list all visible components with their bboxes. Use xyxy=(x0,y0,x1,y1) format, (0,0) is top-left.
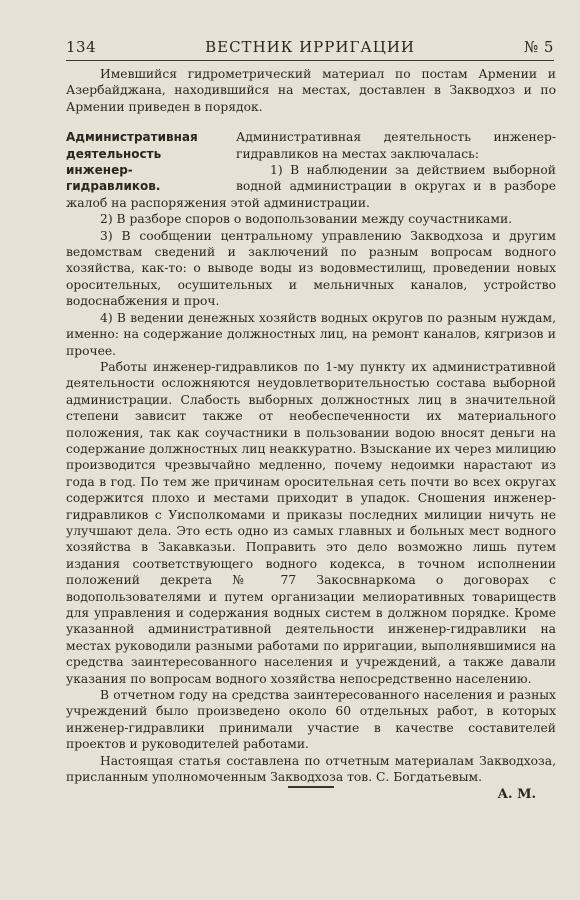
journal-title: ВЕСТНИК ИРРИГАЦИИ xyxy=(205,38,415,56)
list-item: 2) В разборе споров о водопользовании между соучастниками. xyxy=(100,212,513,227)
issue-number: № 5 xyxy=(523,38,554,56)
body-paragraph: Настоящая статья составлена по отчетным материалам Закводхоза, присланным уполномоченным Закводхоза тов. С. Богдатьевым. xyxy=(66,753,556,785)
article-body xyxy=(66,66,556,804)
list-item: 3) В сообщении центральному управлению Закводхоза и другим ведомствам сведений и заключений по разным вопросам водного хозяйства, как-то: о выводе воды из водовместилищ, проведении новых оросительных, осушительных и мельничных каналов, устройство водоснабжения и проч. xyxy=(66,228,556,309)
list-item: 1) В наблюдении за действием выборной водной администрации в округах и в разборе жалоб на распоряжения этой администрации. xyxy=(66,163,556,210)
page-number: 134 xyxy=(66,38,97,56)
author-signature: А. М. xyxy=(497,787,536,803)
end-rule xyxy=(288,786,334,788)
page-header xyxy=(66,28,554,61)
admin-section xyxy=(66,129,556,359)
intro-paragraph: Имевшийся гидрометрический материал по постам Армении и Азербайджана, находившийся на местах, доставлен в Закводхоз и по Армении приведен в порядок. xyxy=(66,67,556,114)
side-heading: Административная деятельность инженер-гидравликов. xyxy=(66,130,198,194)
section-lead: Административная деятельность инженер-гидравликов на местах заключалась: xyxy=(236,130,556,161)
list-item: 4) В ведении денежных хозяйств водных округов по разным нуждам, именно: на содержание должностных лиц, на ремонт каналов, кягризов и прочее. xyxy=(66,310,556,358)
body-paragraph: Работы инженер-гидравликов по 1-му пункту их административной деятельности осложняются неудовлетворительностью состава выборной администрации. Слабость выборных должностных лиц в значительной степени зависит также от необеспеченности их материального положения, так как соучастники в пользовании водою вносят деньги на содержание должностных лиц неаккуратно. Взыскание их через милицию производится чрезвычайно медленно, почему недоимки нарастают из года в год. По тем же причинам оросительная сеть почти во всех округах содержится плохо и местами приходит в упадок. Сношения инженер-гидравликов с Уисполкомами и приказы последних милиции ничуть не улучшают дела. Это есть одно из самых главных и больных мест водного хозяйства в Закавказьи. Поправить это дело возможно лишь путем издания соответствующего водного кодекса, в точном исполнении положений декрета № 77 Закосвнаркома о договорах с водопользователями и путем организации мелиоративных товариществ для управления и содержания водных систем в должном порядке. Кроме указанной административной деятельности инженер-гидравлики на местах руководили разными работами по ирригации, выполнявшимися на средства заинтересованного населения и учреждений, а также давали указания по вопросам водного хозяйства непосредственно населению. xyxy=(66,359,556,686)
body-paragraph: В отчетном году на средства заинтересованного населения и разных учреждений было произведено около 60 отдельных работ, в которых инженер-гидравлики принимали участие в качестве составителей проектов и руководителей работами. xyxy=(66,688,556,752)
